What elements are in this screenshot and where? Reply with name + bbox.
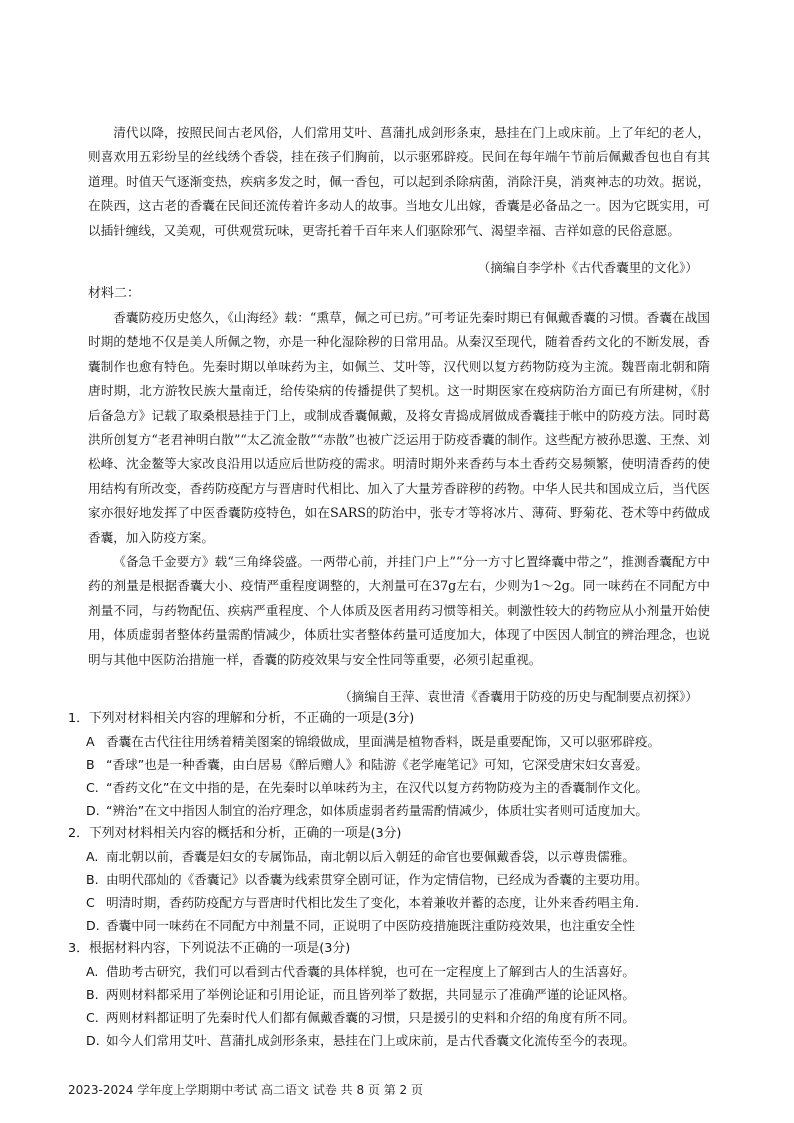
option-text: 南北朝以前，香囊是妇女的专属饰品，南北朝以后入朝廷的命官也要佩戴香袋，以示尊贵儒雅。 [106, 849, 635, 864]
question-2-option-d[interactable] [86, 915, 730, 937]
option-text: 两则材料都采用了举例论证和引用论证，而且皆列举了数据，共同显示了准确严谨的论证风格。 [106, 987, 635, 1002]
question-1-option-c[interactable] [86, 777, 730, 799]
question-3-option-b[interactable] [86, 984, 730, 1006]
option-text: 两则材料都证明了先秦时代人们都有佩戴香囊的习惯，只是援引的史料和介绍的角度有所不同。 [106, 1010, 635, 1025]
option-text: “香球”也是一种香囊，由白居易《醉后赠人》和陆游《老学庵笔记》可知，它深受唐宋妇女喜爱。 [106, 757, 648, 772]
question-1-stem: 1．下列对材料相关内容的理解和分析，不正确的一项是(3分) [68, 711, 415, 726]
option-text: 香囊在古代往往用绣着精美图案的锦缎做成，里面满是植物香料，既是重要配饰，又可以驱邪辟疫。 [106, 734, 661, 749]
option-letter: A [86, 734, 95, 749]
question-1-option-a[interactable] [86, 731, 730, 753]
option-text: 香囊中同一味药在不同配方中剂量不同，正说明了中医防疫措施既注重防疫效果，也注重安全性 [106, 918, 635, 933]
page-footer: 2023-2024 学年度上学期期中考试 高二语文 试卷 共 8 页 第 2 页 [68, 1083, 424, 1097]
source-citation-1: （摘编自李学朴《古代香囊里的文化》） [477, 260, 698, 275]
option-letter: C. [86, 1010, 99, 1025]
option-letter: A. [86, 849, 99, 864]
question-3-stem: 3．根据材料内容，下列说法不正确的一项是(3分) [68, 941, 351, 956]
option-letter: D. [86, 918, 100, 933]
source-citation-2: （摘编自王萍、袁世清《香囊用于防疫的历史与配制要点初探》） [339, 689, 698, 704]
option-text: 由明代邵灿的《香囊记》以香囊为线索贯穿全剧可证，作为定情信物，已经成为香囊的主要功用。 [106, 872, 648, 887]
passage-paragraph-3: 《备急千金要方》载“三角绛袋盛。一两带心前，并挂门户上”“分一方寸匕置绛囊中带之”，推测香囊配方中药的剂量是根据香囊大小、疫情严重程度调整的，大剂量可在37g左右，少则为1～2g。同一味药在不同配方中剂量不同，与药物配伍、疾病严重程度、个人体质及医者用药习惯等相关。刺激性较大的药物应从小剂量开始使用，体质虚弱者整体药量需酌情减少，体质壮实者整体药量可适度加大，体现了中医因人制宜的辨治理念，也说明与其他中医防治措施一样，香囊的防疫效果与安全性同等重要，必须引起重视。 [88, 554, 710, 667]
question-1-option-b[interactable] [86, 754, 730, 776]
question-3-option-d[interactable] [86, 1030, 730, 1052]
question-3-option-c[interactable] [86, 1007, 730, 1029]
passage-paragraph-1: 清代以降，按照民间古老风俗，人们常用艾叶、菖蒲扎成剑形条束，悬挂在门上或床前。上了年纪的老人，则喜欢用五彩纷呈的丝线绣个香袋，挂在孩子们胸前，以示驱邪辟疫。民间在每年端午节前后佩戴香包也自有其道理。时值天气逐渐变热，疾病多发之时，佩一香包，可以起到杀除病菌，消除汗臭，消爽神志的功效。据说，在陕西，这古老的香囊在民间还流传着许多动人的故事。当地女儿出嫁，香囊是必备品之一。因为它既实用，可以插针缠线，又美观，可供观赏玩味，更寄托着千百年来人们驱除邪气、渴望幸福、吉祥如意的民俗意愿。 [88, 125, 710, 238]
option-text: 如今人们常用艾叶、菖蒲扎成剑形条束，悬挂在门上或床前，是古代香囊文化流传至今的表现。 [106, 1033, 635, 1048]
passage-paragraph-2: 香囊防疫历史悠久，《山海经》载：“熏草，佩之可已疠。”可考证先秦时期已有佩戴香囊的习惯。香囊在战国时期的楚地不仅是美人所佩之物，亦是一种化湿除秽的日常用品。从秦汉至现代，随着香药文化的不断发展，香囊制作也愈有特色。先秦时期以单味药为主，如佩兰、艾叶等，汉代则以复方药物防疫为主流。魏晋南北朝和隋唐时期，北方游牧民族大量南迁，给传染病的传播提供了契机。这一时期医家在疫病防治方面已有所建树，《肘后备急方》记载了取桑根悬挂于门上，或制成香囊佩戴，及将女青捣成屑做成香囊挂于帐中的防疫方法。同时葛洪所创复方“老君神明白散”“太乙流金散”“赤散”也被广泛运用于防疫香囊的制作。这些配方被孙思邈、王焘、刘松峰、沈金鳌等大家改良沿用以适应后世防疫的需求。明清时期外来香药与本土香药交易频繁，使明清香药的使用结构有所改变，香药防疫配方与晋唐时代相比、加入了大量芳香辟秽的药物。中华人民共和国成立后，当代医家亦很好地发挥了中医香囊防疫特色，如在SARS的防治中，张专才等将冰片、薄荷、野菊花、苍术等中药做成香囊，加入防疫方案。 [88, 310, 710, 545]
option-letter: A. [86, 964, 99, 979]
question-3-option-a[interactable] [86, 961, 730, 983]
option-letter: B. [86, 872, 99, 887]
material-two-heading: 材料二： [88, 286, 141, 301]
option-letter: B. [86, 987, 99, 1002]
option-letter: D. [86, 803, 100, 818]
option-letter: C [86, 895, 95, 910]
option-text: “香药文化”在文中指的是，在先秦时以单味药为主，在汉代以复方药物防疫为主的香囊制作文化。 [106, 780, 648, 795]
option-text: 明清时期，香药防疫配方与晋唐时代相比发生了变化，本着兼收并蓄的态度，让外来香药唱主角. [106, 895, 639, 910]
option-letter: D. [86, 1033, 100, 1048]
option-text: 借助考古研究，我们可以看到古代香囊的具体样貌，也可在一定程度上了解到古人的生活喜好。 [106, 964, 635, 979]
option-letter: C. [86, 780, 99, 795]
option-text: “辨治”在文中指因人制宜的治疗理念，如体质虚弱者药量需酌情减少，体质壮实者则可适度加大。 [106, 803, 648, 818]
question-2-option-c[interactable] [86, 892, 730, 914]
question-2-stem: 2．下列对材料相关内容的概括和分析，正确的一项是(3分) [68, 826, 402, 841]
question-2-option-b[interactable] [86, 869, 730, 891]
option-letter: B [86, 757, 95, 772]
question-1-option-d[interactable] [86, 800, 730, 822]
question-2-option-a[interactable] [86, 846, 730, 868]
